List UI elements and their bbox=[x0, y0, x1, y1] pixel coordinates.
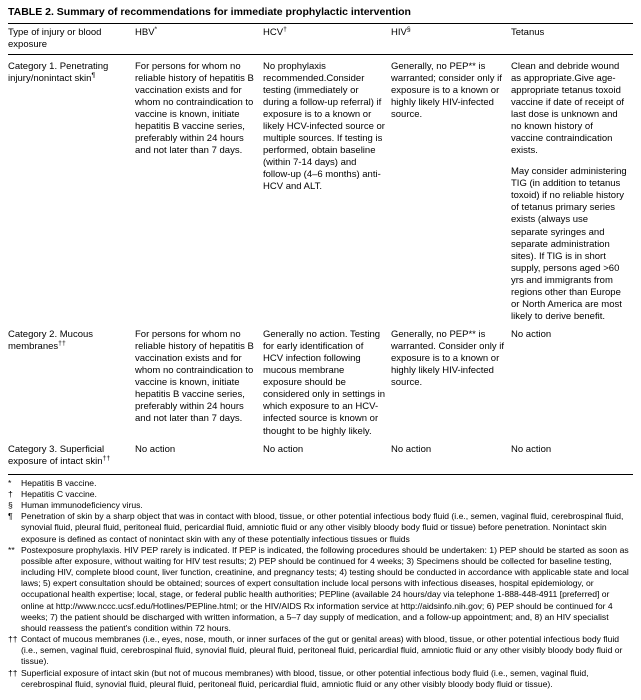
footnote-text: Hepatitis C vaccine. bbox=[21, 488, 97, 499]
cell-text: No prophylaxis recommended.Consider testing (immediately or during a follow-up referral) if exposure is to a known or likely HCV-infected source or multiple sources. If testing is performed, obtain baseline (within 7-14 days) and follow-up (4–6 months) anti-HCV and ALT. bbox=[263, 60, 385, 193]
table-header bbox=[8, 23, 633, 54]
footnote-item bbox=[8, 545, 633, 634]
cell-category2-tetanus bbox=[511, 326, 633, 441]
table-header-row bbox=[8, 23, 633, 54]
footnote-text: Penetration of skin by a sharp object that was in contact with blood, tissue, or other potential infectious body fluid (i.e., semen, vaginal fluid, cerebrospinal fluid, synovial fluid, pleural fluid, peritoneal fluid, pericardial fluid, amniotic fluid or any other visibly bloody body fluid or tissue) before penetration. Nonintact skin exposure is defined as contact of nonintact skin with any of these potentially infectious tissues or fluids bbox=[21, 511, 624, 544]
column-header-footnote-marker: † bbox=[283, 25, 287, 33]
footnote-item bbox=[8, 478, 633, 489]
footnote-item bbox=[8, 511, 633, 545]
footnote-text: Superficial exposure of intact skin (but not of mucous membranes) with blood, tissue, or other potential infectious body fluid (i.e., semen, vaginal fluid, cerebrospinal fluid, synovial fluid, pleural fluid, peritoneal fluid, pericardial fluid, amniotic fluid or any other visibly bloody body fluid or tissue). bbox=[21, 667, 589, 689]
cell-category3-hiv bbox=[391, 441, 511, 475]
footnote-item bbox=[8, 668, 633, 690]
column-header-type-of-injury bbox=[8, 23, 135, 54]
row-label-category-3 bbox=[8, 441, 135, 475]
recommendations-table bbox=[8, 23, 633, 475]
cell-category2-hbv bbox=[135, 326, 263, 441]
column-header-label: Type of injury or blood exposure bbox=[8, 26, 102, 50]
cell-text: Generally, no PEP** is warranted. Consider only if exposure is to a known or highly likely HIV-infected source. bbox=[391, 329, 504, 389]
footnote-marker: * bbox=[8, 477, 12, 488]
footnote-item bbox=[8, 634, 633, 668]
footnote-text: Postexposure prophylaxis. HIV PEP rarely is indicated. If PEP is indicated, the following procedures should be undertaken: 1) PEP should be started as soon as possible after exposure, without waiting for HIV test results; 2) PEP should be continued for 4 weeks; 3) Specimens should be collected for baseline testing, including HIV, complete blood count, liver function, creatinine, and pregnancy tests; 4) testing should be conducted in accordance with applicable state and local laws; 5) expert consultation should be obtained; sources of expert consultation include local persons with infectious diseases, hospital epidemiology, or occupational health expertise; local, stage, or federal public health authorities; PEPline (available 24 hours/day via telephone 1-888-448-4911 [preferred] or online at http://www.nccc.ucsf.edu/Hotlines/PEPline.html; or the HIV/AIDS Rx information service at http://aidsinfo.nih.gov; 6) PEP should be continued for 4 weeks; 7) the patient should be discharged with written information, a 5–7 day supply of medication, and a follow-up appointment; and, 8) an HIV specialist should reassess the patient's condition within 72 hours. bbox=[21, 544, 629, 633]
column-header-label: HBV bbox=[135, 26, 155, 38]
footnote-marker: † bbox=[8, 488, 13, 499]
footnote-marker: § bbox=[8, 500, 13, 511]
column-header-footnote-marker: * bbox=[154, 25, 158, 33]
footnote-marker: ** bbox=[8, 544, 15, 555]
cell-text: No action bbox=[391, 443, 432, 455]
row-label-text: Category 2. Mucous membranes bbox=[8, 329, 94, 353]
column-header-tetanus bbox=[511, 23, 633, 54]
cell-category2-hcv bbox=[263, 326, 391, 441]
footnote-item bbox=[8, 500, 633, 511]
row-label-category-1 bbox=[8, 54, 135, 326]
cell-text: No action bbox=[263, 443, 304, 455]
column-header-hcv bbox=[263, 23, 391, 54]
cell-category1-hcv bbox=[263, 54, 391, 326]
footnote-marker: †† bbox=[8, 634, 18, 645]
footnotes bbox=[8, 478, 633, 690]
row-label-category-2 bbox=[8, 326, 135, 441]
table-row bbox=[8, 326, 633, 441]
cell-category3-tetanus bbox=[511, 441, 633, 475]
column-header-label: Tetanus bbox=[511, 26, 545, 38]
footnote-text: Hepatitis B vaccine. bbox=[21, 477, 97, 488]
cell-category2-hiv bbox=[391, 326, 511, 441]
cell-category1-tetanus bbox=[511, 54, 633, 326]
cell-text-primary: Clean and debride wound as appropriate.Give age-appropriate tetanus toxoid vaccine if date of receipt of last dose is unknown and no known history of vaccine contraindication exists. bbox=[511, 60, 625, 157]
cell-text: Generally, no PEP** is warranted; consider only if exposure is to a known or highly likely HIV-infected source. bbox=[391, 60, 502, 120]
column-header-hbv bbox=[135, 23, 263, 54]
row-label-text: Category 1. Penetrating injury/nonintact skin bbox=[8, 60, 109, 84]
table-row bbox=[8, 441, 633, 475]
cell-text: No action bbox=[511, 443, 552, 455]
footnote-item bbox=[8, 489, 633, 500]
cell-text: No action bbox=[135, 443, 176, 455]
column-header-footnote-marker: § bbox=[406, 25, 411, 33]
row-label-text: Category 3. Superficial exposure of intact skin bbox=[8, 443, 105, 467]
column-header-hiv bbox=[391, 23, 511, 54]
table-title: TABLE 2. Summary of recommendations for immediate prophylactic intervention bbox=[8, 6, 411, 18]
cell-category1-hbv bbox=[135, 54, 263, 326]
row-label-footnote-marker: †† bbox=[102, 454, 111, 462]
footnote-text: Contact of mucous membranes (i.e., eyes, nose, mouth, or inner surfaces of the gut or genital areas) with blood, tissue, or other potential infectious body fluid (i.e., semen, vaginal fluid, cerebrospinal fluid, synovial fluid, pleural fluid, peritoneal fluid, pericardial fluid, amniotic fluid or any other visibly bloody body fluid or tissue). bbox=[21, 634, 623, 667]
cell-text: For persons for whom no reliable history of hepatitis B vaccination exists and for whom no contraindication to vaccine is known, initiate hepatitis B vaccine series, preferably within 24 hours and not later than 7 days. bbox=[135, 60, 254, 157]
footnote-marker: ¶ bbox=[8, 511, 13, 522]
footnote-marker: †† bbox=[8, 667, 18, 678]
cell-text-secondary: May consider administering TIG (in addition to tetanus toxoid) if no reliable history of tetanus primary series exists (always use separate syringes and separate administration sites). If TIG is in short supply, persons aged >60 yrs and immigrants from regions other than Europe or North America are most likely to derive benefit. bbox=[511, 166, 627, 322]
cell-text: Generally no action. Testing for early identification of HCV infection following mucous membrane exposure should be considered only in settings in which exposure to an HCV-infected source is known or thought to be highly likely. bbox=[263, 329, 385, 437]
table-body bbox=[8, 54, 633, 474]
cell-text: For persons for whom no reliable history of hepatitis B vaccination exists and for whom no contraindication to vaccine is known, initiate hepatitis B vaccine series, preferably within 24 hours and not later than 7 days. bbox=[135, 329, 254, 425]
cell-category1-hiv bbox=[391, 54, 511, 326]
row-label-footnote-marker: ¶ bbox=[91, 71, 96, 79]
cell-category3-hbv bbox=[135, 441, 263, 475]
column-header-label: HIV bbox=[391, 26, 407, 38]
table-row bbox=[8, 54, 633, 326]
row-label-footnote-marker: †† bbox=[58, 339, 66, 347]
column-header-label: HCV bbox=[263, 26, 284, 38]
cell-category3-hcv bbox=[263, 441, 391, 475]
footnote-text: Human immunodeficiency virus. bbox=[21, 500, 143, 511]
cell-text: No action bbox=[511, 329, 552, 341]
